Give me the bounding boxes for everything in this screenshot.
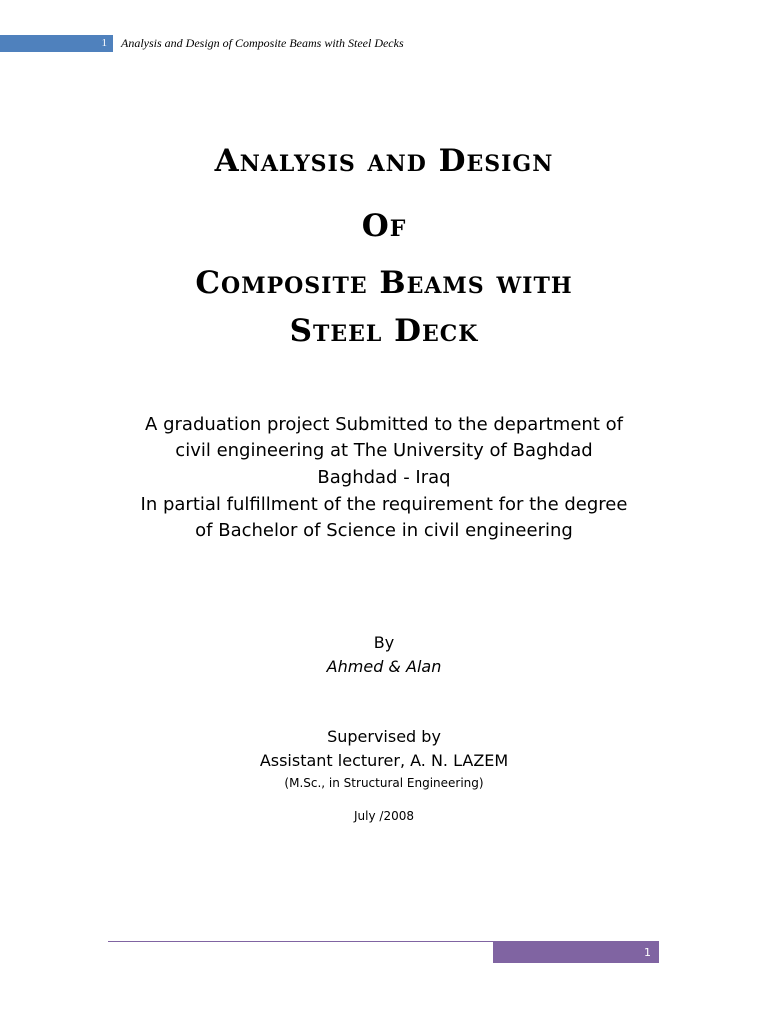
supervisor-qualification: (M.Sc., in Structural Engineering) — [284, 776, 484, 790]
author-names: Ahmed & Alan — [326, 657, 442, 676]
supervised-by-label: Supervised by — [327, 727, 441, 746]
description-line-2: civil engineering at The University of Baghdad — [175, 440, 593, 461]
title-line-3: Composite Beams with — [195, 265, 573, 301]
supervisor-name: Assistant lecturer, A. N. LAZEM — [259, 751, 509, 770]
description-line-5: of Bachelor of Science in civil engineering — [195, 520, 573, 541]
description-line-1: A graduation project Submitted to the department of — [145, 414, 623, 435]
by-label: By — [373, 633, 395, 652]
header-page-number: 1 — [101, 37, 107, 49]
title-line-1: Analysis and Design — [214, 143, 554, 179]
submission-date: July /2008 — [354, 809, 414, 823]
title-line-2: Of — [361, 208, 407, 244]
header-running-title: Analysis and Design of Composite Beams with Steel Decks — [121, 36, 404, 50]
description-line-4: In partial fulfillment of the requirement for the degree — [140, 494, 628, 515]
footer-page-number: 1 — [644, 946, 651, 959]
description-line-3: Baghdad - Iraq — [317, 467, 451, 488]
title-line-4: Steel Deck — [289, 313, 479, 349]
